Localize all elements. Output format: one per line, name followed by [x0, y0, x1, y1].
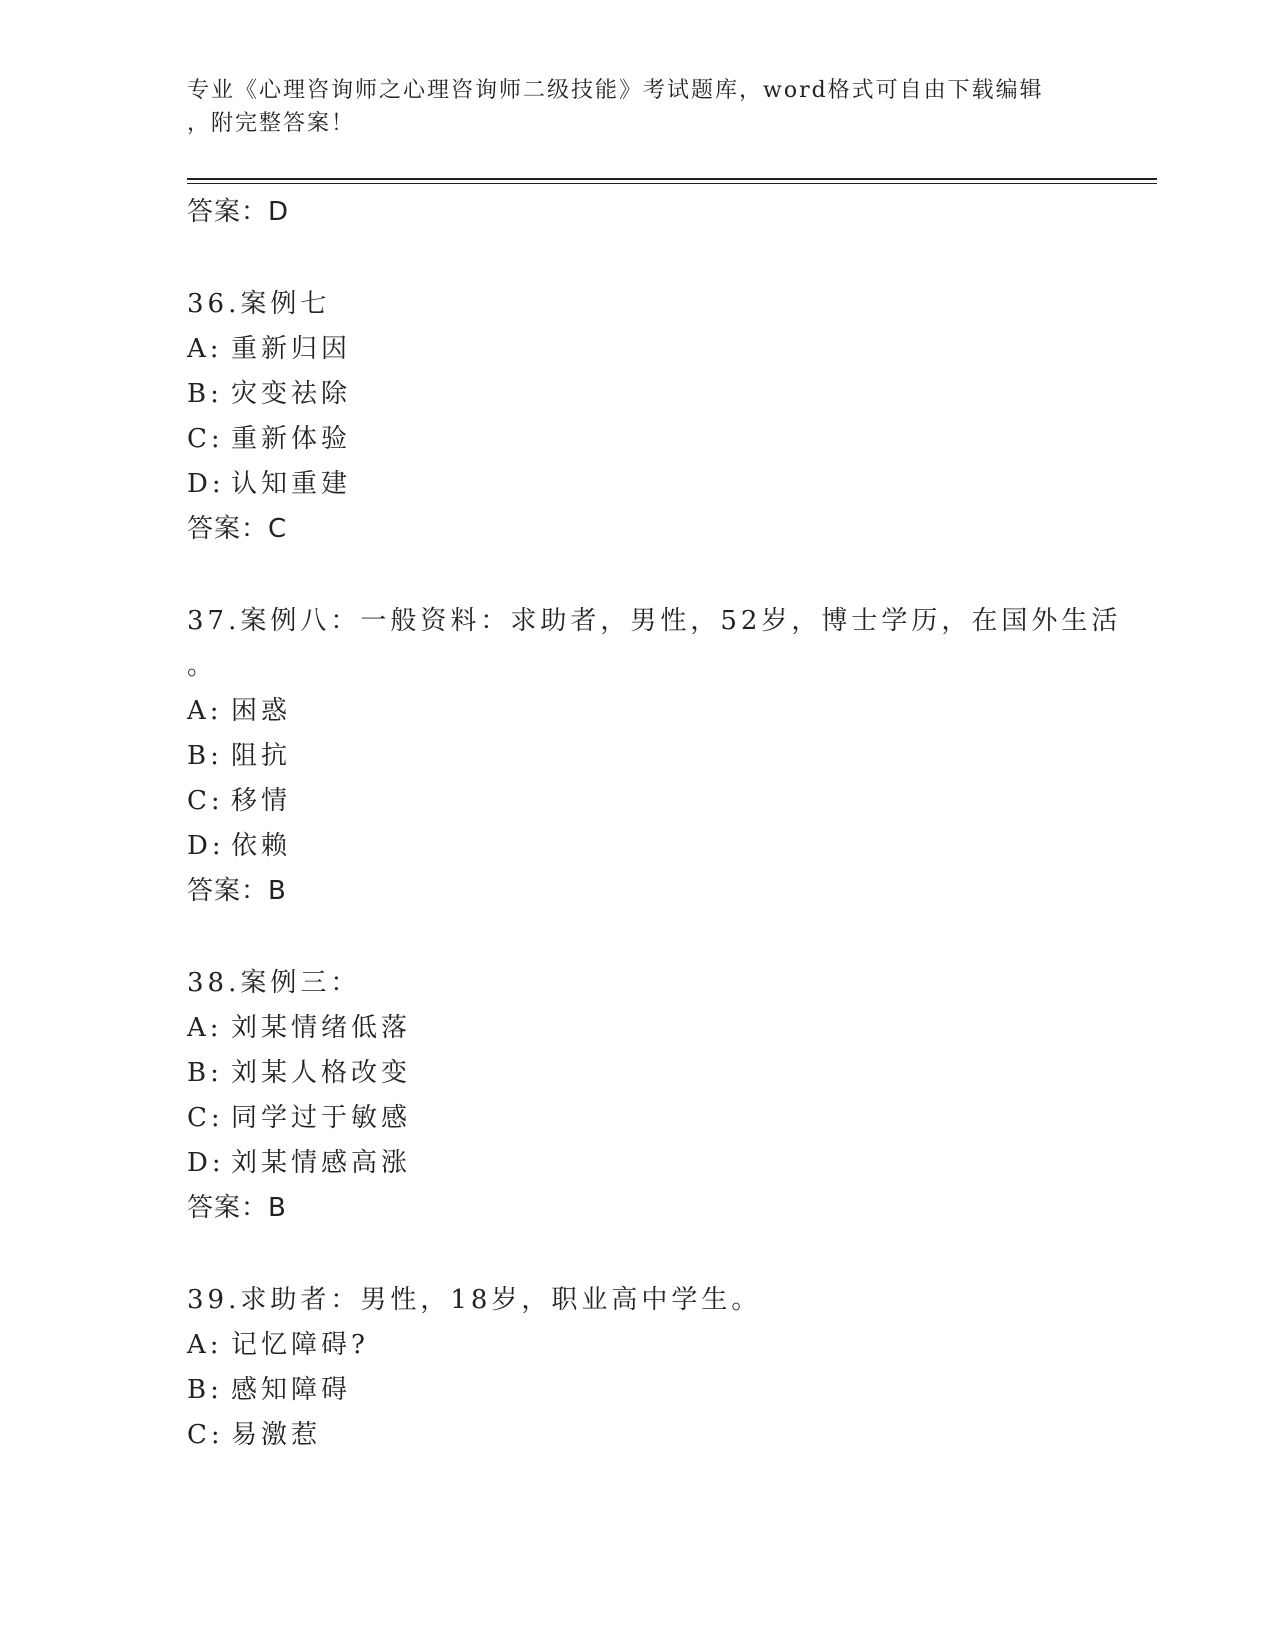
- option-letter: C:: [187, 786, 224, 816]
- option-d: [187, 462, 1087, 507]
- option-text: 记忆障碍?: [231, 1330, 369, 1360]
- option-text: 重新归因: [231, 334, 352, 364]
- option-text: 重新体验: [231, 424, 352, 454]
- spacer: [187, 913, 1087, 961]
- option-d: [187, 824, 1087, 869]
- question-stem: 39.求助者：男性，18岁，职业高中学生。: [187, 1285, 762, 1315]
- question-list: [187, 190, 1122, 1458]
- option-a: [187, 1006, 1087, 1051]
- option-text: 认知重建: [231, 469, 352, 499]
- option-text: 阻抗: [231, 741, 292, 771]
- header-line-1: 专业《心理咨询师之心理咨询师二级技能》考试题库，word格式可自由下载编辑: [187, 78, 1044, 103]
- option-letter: C:: [187, 1420, 224, 1450]
- spacer: [187, 551, 1087, 599]
- option-letter: C:: [187, 424, 224, 454]
- spacer: [187, 234, 1087, 282]
- option-letter: D:: [187, 831, 225, 861]
- header-divider-thick: [187, 178, 1157, 180]
- answer-line: 答案：D: [187, 197, 290, 227]
- question-block: [187, 599, 1122, 961]
- question-block: [187, 961, 1087, 1278]
- option-letter: C:: [187, 1103, 224, 1133]
- option-text: 移情: [231, 786, 292, 816]
- question-block: [187, 1278, 1087, 1458]
- option-letter: B:: [187, 1375, 223, 1405]
- option-text: 易激惹: [231, 1420, 322, 1450]
- option-text: 依赖: [231, 831, 292, 861]
- option-letter: D:: [187, 1148, 225, 1178]
- option-text: 刘某情感高涨: [231, 1148, 412, 1178]
- question-stem: 36.案例七: [187, 289, 331, 319]
- option-letter: A:: [187, 1330, 223, 1360]
- option-c: [187, 779, 1087, 824]
- option-text: 灾变祛除: [231, 379, 352, 409]
- option-letter: B:: [187, 741, 223, 771]
- spacer: [187, 1230, 1087, 1278]
- question-stem-continuation: 。: [187, 651, 214, 681]
- answer-line: 答案：B: [187, 876, 287, 906]
- document-header: [187, 74, 1067, 140]
- question-block: [187, 282, 1087, 599]
- option-b: [187, 372, 1087, 417]
- answer-line: 答案：C: [187, 514, 288, 544]
- option-letter: A:: [187, 1013, 223, 1043]
- option-c: [187, 1096, 1087, 1141]
- header-line-2: ，附完整答案！: [187, 111, 356, 136]
- answer-line: 答案：B: [187, 1193, 287, 1223]
- option-letter: B:: [187, 379, 223, 409]
- option-text: 刘某人格改变: [231, 1058, 412, 1088]
- option-b: [187, 734, 1087, 779]
- option-text: 同学过于敏感: [231, 1103, 412, 1133]
- question-stem: 37.案例八：一般资料：求助者，男性，52岁，博士学历，在国外生活: [187, 606, 1122, 636]
- option-text: 刘某情绪低落: [231, 1013, 412, 1043]
- option-letter: B:: [187, 1058, 223, 1088]
- option-a: [187, 689, 1087, 734]
- option-b: [187, 1368, 1087, 1413]
- question-stem: 38.案例三：: [187, 968, 361, 998]
- header-divider-thin: [187, 183, 1157, 184]
- option-text: 困惑: [231, 696, 292, 726]
- option-text: 感知障碍: [231, 1375, 352, 1405]
- option-c: [187, 1413, 1087, 1458]
- option-d: [187, 1141, 1087, 1186]
- option-letter: D:: [187, 469, 225, 499]
- option-letter: A:: [187, 696, 223, 726]
- option-a: [187, 1323, 1087, 1368]
- option-a: [187, 327, 1087, 372]
- option-letter: A:: [187, 334, 223, 364]
- option-c: [187, 417, 1087, 462]
- option-b: [187, 1051, 1087, 1096]
